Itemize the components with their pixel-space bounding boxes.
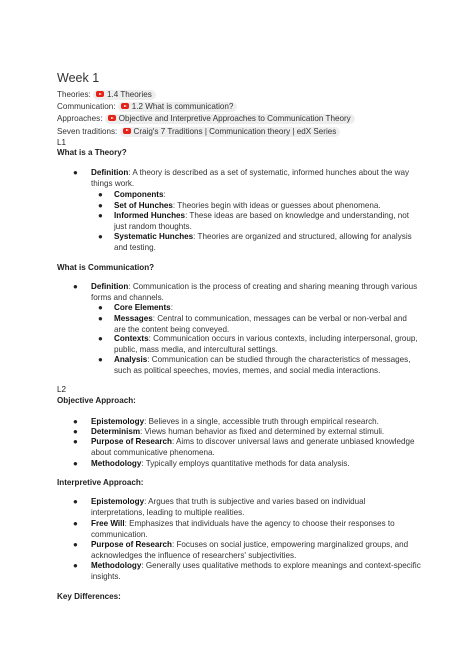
item-text: : Believes in a single, accessible truth through empirical research. (144, 417, 379, 426)
video-link-text[interactable]: Objective and Interpretive Approaches to Communication Theory (118, 114, 351, 124)
link-label: Communication: (57, 102, 116, 112)
week-title: Week 1 (57, 71, 100, 85)
link-row-traditions (57, 126, 355, 138)
bullet-icon: ● (73, 437, 78, 446)
sub-item (98, 355, 419, 377)
item-text: : Focuses on social justice, empowering marginalized groups, and acknowledges the influence of researchers' subjectivities. (91, 540, 409, 560)
sub-item (98, 232, 419, 254)
video-link-text[interactable]: Craig's 7 Traditions | Communication theory | edX Series (133, 126, 337, 136)
video-link-text[interactable]: 1.2 What is communication? (131, 102, 234, 112)
list-item-definition (73, 282, 421, 304)
term: Methodology (91, 561, 142, 570)
heading-what-is-communication: What is Communication? (57, 263, 155, 272)
bullet-icon: ● (98, 303, 103, 312)
item-text: : Communication occurs in various contexts, including interpersonal, group, public, mass media, and intercultural settings. (114, 334, 418, 354)
list-item-definition (73, 168, 421, 190)
list-item (73, 561, 421, 583)
bullet-icon: ● (73, 459, 78, 468)
sub-item (98, 314, 419, 336)
item-text: : Communication can be studied through the characteristics of messages, such as political speeches, movies, memes, and social media interactions. (114, 355, 411, 375)
term: Free Will (91, 519, 125, 528)
video-link-chip[interactable] (105, 114, 355, 124)
item-text: : These ideas are based on knowledge and understanding, not just random thoughts. (114, 211, 410, 231)
heading-what-is-theory: What is a Theory? (57, 148, 127, 157)
list-item (73, 497, 421, 519)
bullet-icon: ● (98, 232, 103, 241)
item-text: : Communication is the process of creating and sharing meaning through various forms and channels. (91, 282, 418, 302)
link-label: Theories: (57, 90, 91, 99)
term: Methodology (91, 459, 142, 468)
bullet-icon: ● (73, 561, 78, 570)
term: Set of Hunches (114, 201, 173, 210)
item-text: : Theories are organized and structured, allowing for analysis and testing. (114, 232, 412, 252)
item-text: : Aims to discover universal laws and generate unbiased knowledge about communicative phenomena. (91, 437, 415, 457)
item-text: : Argues that truth is subjective and varies based on individual interpretations, leading to multiple realities. (91, 497, 366, 517)
term: Core Elements (114, 303, 171, 312)
bullet-icon: ● (73, 282, 78, 291)
video-links (57, 89, 355, 138)
link-row-communication (57, 101, 355, 113)
link-row-theories (57, 89, 355, 101)
youtube-icon (123, 128, 131, 134)
term: Analysis (114, 355, 148, 364)
video-link-chip[interactable] (93, 90, 156, 100)
sub-item-core-elements: ● Core Elements: (98, 303, 173, 312)
term: Epistemology (91, 497, 145, 506)
term: Epistemology (91, 417, 145, 426)
term: Purpose of Research (91, 540, 172, 549)
term: Systematic Hunches (114, 232, 194, 241)
term: Components (114, 190, 164, 199)
bullet-icon: ● (73, 417, 78, 426)
bullet-icon: ● (73, 540, 78, 549)
youtube-icon (121, 103, 129, 109)
item-text: : Typically employs quantitative methods for data analysis. (141, 459, 350, 468)
bullet-icon: ● (73, 168, 78, 177)
bullet-icon: ● (98, 314, 103, 323)
bullet-icon: ● (98, 211, 103, 220)
bullet-icon: ● (73, 427, 78, 436)
heading-interpretive-approach: Interpretive Approach: (57, 478, 144, 487)
bullet-icon: ● (98, 201, 103, 210)
heading-objective-approach: Objective Approach: (57, 396, 136, 405)
video-link-chip[interactable] (120, 127, 341, 137)
item-text: : Emphasizes that individuals have the agency to choose their responses to communication. (91, 519, 395, 539)
lecture-label-l1: L1 (57, 138, 67, 147)
item-text: : Central to communication, messages can be verbal or non-verbal and are the content being conveyed. (114, 314, 407, 334)
term: Informed Hunches (114, 211, 186, 220)
video-link-text[interactable]: 1.4 Theories (107, 90, 152, 99)
term: Definition (91, 168, 129, 177)
bullet-icon: ● (98, 190, 103, 199)
sub-item (98, 211, 419, 233)
bullet-icon: ● (98, 334, 103, 343)
term: Purpose of Research (91, 437, 172, 446)
list-item (73, 519, 421, 541)
list-item (73, 540, 421, 562)
list-item (73, 459, 421, 470)
item-text: : Theories begin with ideas or guesses about phenomena. (172, 201, 381, 210)
term: Definition (91, 282, 129, 291)
youtube-icon (108, 115, 116, 121)
lecture-label-l2: L2 (57, 385, 67, 394)
sub-item (98, 334, 419, 356)
sub-item-components: ● Components: (98, 190, 166, 199)
bullet-icon: ● (73, 519, 78, 528)
bullet-icon: ● (98, 355, 103, 364)
term: Contexts (114, 334, 149, 343)
bullet-icon: ● (73, 497, 78, 506)
term: Messages (114, 314, 153, 323)
video-link-chip[interactable] (118, 102, 238, 112)
heading-key-differences: Key Differences: (57, 592, 121, 601)
link-label: Seven traditions: (57, 126, 118, 136)
term: Determinism (91, 427, 141, 436)
item-text: : Views human behavior as fixed and determined by external stimuli. (140, 427, 385, 436)
item-text: : Generally uses qualitative methods to explore meanings and context-specific insights. (91, 561, 421, 581)
link-label: Approaches: (57, 114, 103, 124)
list-item (73, 437, 421, 459)
item-text: : A theory is described as a set of systematic, informed hunches about the way things work. (91, 168, 410, 188)
youtube-icon (96, 91, 104, 97)
link-row-approaches (57, 113, 355, 125)
